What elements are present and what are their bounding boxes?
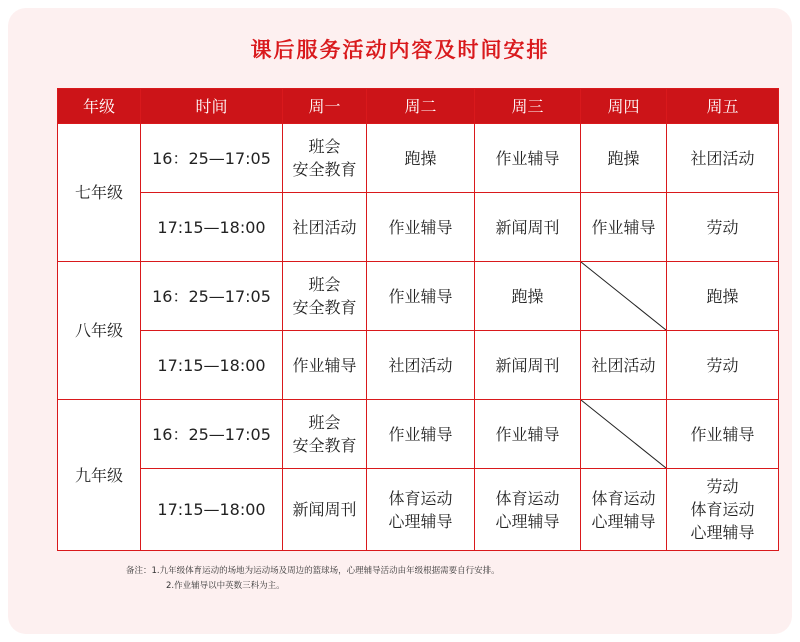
activity-line: 社团活动 [690, 148, 755, 168]
activity-line: 作业辅导 [388, 217, 453, 237]
activity-line: 社团活动 [591, 355, 656, 375]
activity-line: 作业辅导 [388, 286, 453, 306]
activity-line: 作业辅导 [591, 217, 656, 237]
header-wed: 周三 [475, 89, 581, 124]
activity-cell [367, 124, 475, 193]
table-row [58, 193, 779, 262]
activity-line: 班会 [308, 413, 341, 432]
activity-cell [475, 469, 581, 551]
activity-cell [475, 400, 581, 469]
activity-line: 新闻周刊 [495, 217, 560, 237]
activity-cell [367, 331, 475, 400]
activity-cell [667, 262, 779, 331]
activity-cell [581, 124, 667, 193]
page-title: 课后服务活动内容及时间安排 [250, 38, 550, 62]
note-line-2: 2.作业辅导以中英数三科为主。 [166, 581, 285, 591]
activity-cell [475, 262, 581, 331]
activity-cell [367, 469, 475, 551]
time-cell: 17:15—18:00 [141, 331, 283, 400]
activity-line: 安全教育 [292, 160, 357, 179]
activity-cell [475, 124, 581, 193]
activity-line: 新闻周刊 [292, 500, 357, 519]
activity-line: 班会 [308, 137, 341, 156]
activity-cell [581, 331, 667, 400]
empty-diagonal-cell [581, 262, 667, 331]
activity-cell [283, 469, 367, 551]
time-cell: 17:15—18:00 [141, 469, 283, 551]
grade-cell: 八年级 [58, 262, 141, 400]
header-tue: 周二 [367, 89, 475, 124]
activity-cell [581, 469, 667, 551]
activity-line: 体育运动 [591, 488, 656, 508]
header-grade: 年级 [58, 89, 141, 124]
activity-cell [667, 331, 779, 400]
activity-line: 安全教育 [292, 298, 357, 317]
activity-line: 班会 [308, 275, 341, 294]
activity-line: 新闻周刊 [495, 355, 560, 375]
empty-diagonal-cell [581, 400, 667, 469]
activity-cell [283, 124, 367, 193]
activity-line: 体育运动 [495, 488, 560, 508]
activity-line: 作业辅导 [292, 355, 357, 375]
activity-line: 社团活动 [292, 217, 357, 237]
activity-line: 劳动 [706, 217, 739, 237]
activity-line: 跑操 [706, 286, 739, 306]
activity-line: 社团活动 [388, 355, 453, 375]
activity-line: 心理辅导 [591, 511, 656, 531]
table-row [58, 262, 779, 331]
activity-cell [367, 400, 475, 469]
grade-cell: 七年级 [58, 124, 141, 262]
diagonal-slash [581, 262, 666, 330]
activity-line: 跑操 [607, 148, 640, 168]
activity-cell [367, 262, 475, 331]
activity-cell [667, 469, 779, 551]
activity-cell [367, 193, 475, 262]
activity-cell [283, 262, 367, 331]
activity-line: 安全教育 [292, 436, 357, 455]
activity-cell [283, 331, 367, 400]
table-row [58, 124, 779, 193]
diagonal-slash [581, 400, 666, 468]
activity-line: 跑操 [404, 148, 437, 168]
activity-line: 作业辅导 [495, 424, 560, 444]
time-cell: 16：25—17:05 [141, 400, 283, 469]
activity-cell [667, 400, 779, 469]
activity-cell [283, 400, 367, 469]
activity-cell [667, 193, 779, 262]
header-row [58, 89, 779, 124]
header-thu: 周四 [581, 89, 667, 124]
table-row [58, 331, 779, 400]
schedule-table [57, 88, 779, 551]
time-cell: 17:15—18:00 [141, 193, 283, 262]
time-cell: 16：25—17:05 [141, 124, 283, 193]
activity-cell [667, 124, 779, 193]
activity-line: 体育运动 [388, 488, 453, 508]
header-mon: 周一 [283, 89, 367, 124]
table-row [58, 469, 779, 551]
header-time: 时间 [141, 89, 283, 124]
activity-cell [475, 193, 581, 262]
activity-cell [475, 331, 581, 400]
activity-line: 作业辅导 [388, 424, 453, 444]
activity-line: 心理辅导 [690, 523, 755, 542]
activity-line: 心理辅导 [495, 511, 560, 531]
activity-line: 体育运动 [690, 500, 755, 519]
activity-line: 劳动 [706, 477, 739, 496]
header-fri: 周五 [667, 89, 779, 124]
activity-line: 劳动 [706, 355, 739, 375]
note-line-1: 备注：1.九年级体育运动的场地为运动场及周边的篮球场，心理辅导活动由年级根据需要自行安排。 [126, 566, 500, 576]
activity-cell [283, 193, 367, 262]
activity-cell [581, 193, 667, 262]
table-row [58, 400, 779, 469]
activity-line: 作业辅导 [690, 424, 755, 444]
activity-line: 作业辅导 [495, 148, 560, 168]
grade-cell: 九年级 [58, 400, 141, 551]
activity-line: 跑操 [511, 286, 544, 306]
notes [126, 564, 500, 594]
time-cell: 16：25—17:05 [141, 262, 283, 331]
activity-line: 心理辅导 [388, 511, 453, 531]
